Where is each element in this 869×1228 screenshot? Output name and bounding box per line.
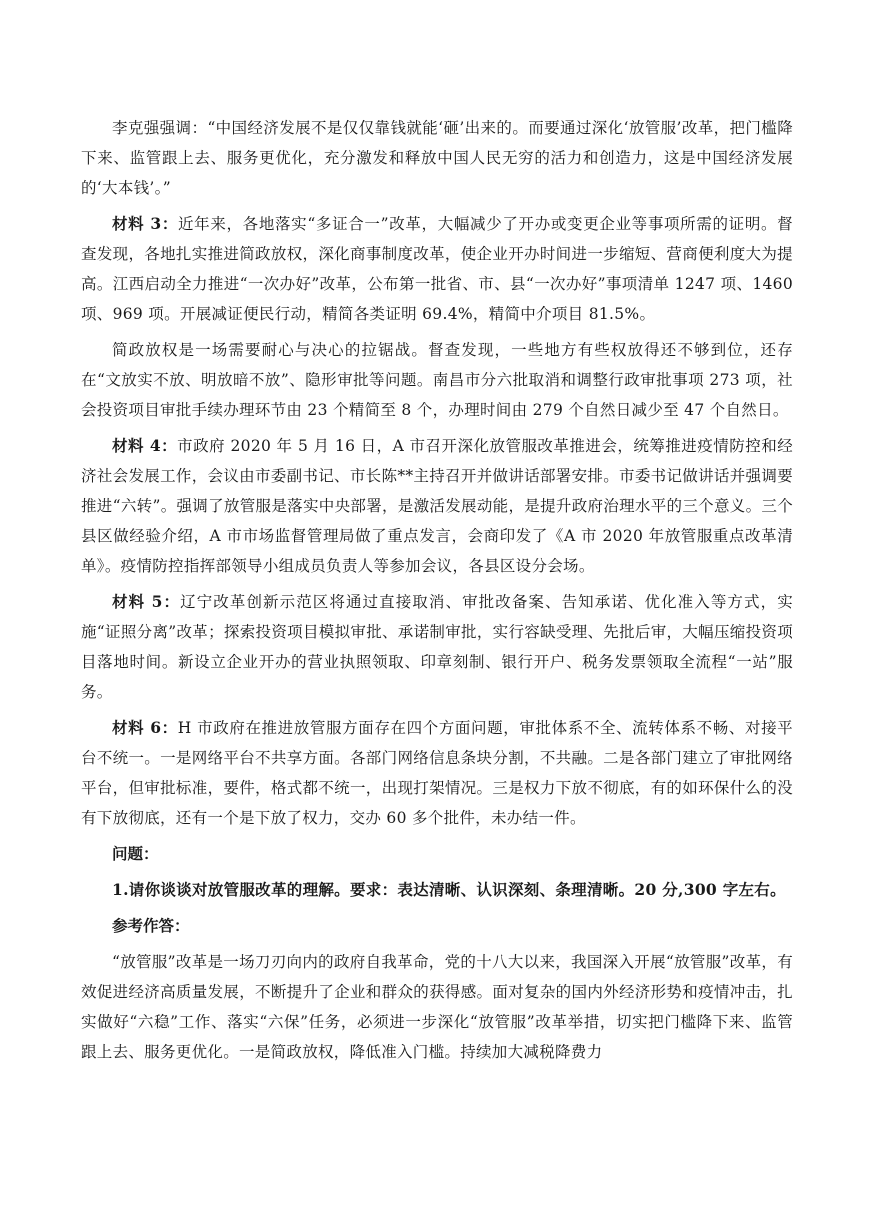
question-heading: 问题： <box>112 844 159 863</box>
material-6-paragraph <box>81 713 793 833</box>
material-4-text: 市政府 2020 年 5 月 16 日，A 市召开深化放管服改革推进会，统筹推进疫情防控和经济社会发展工作，会议由市委副书记、市长陈**主持召开并做讲话部署安排。市委书记做讲话并强调要推进“六转”。强调了放管服是落实中央部署，是激活发展动能，是提升政府治理水平的三个意义。三个县区做经验介绍，A 市市场监督管理局做了重点发言，会商印发了《A 市 2020 年放管服重点改革清单》。疫情防控指挥部领导小组成员负责人等参加会议，各县区设分会场。 <box>81 437 794 575</box>
document-body <box>81 113 793 1067</box>
answer-heading: 参考作答： <box>112 916 190 935</box>
material-3-label: 材料 3： <box>112 214 179 233</box>
material-3-continued-paragraph: 简政放权是一场需要耐心与决心的拉锯战。督查发现，一些地方有些权放得还不够到位，还存在“文放实不放、明放暗不放”、隐形审批等问题。南昌市分六批取消和调整行政审批事项 273 项，社会投资项目审批手续办理环节由 23 个精简至 8 个，办理时间由 279 个自然日减少至 47 个自然日。 <box>81 341 793 419</box>
material-3-text: 近年来，各地落实“多证合一”改革，大幅减少了开办或变更企业等事项所需的证明。督查发现，各地扎实推进简政放权，深化商事制度改革，使企业开办时间进一步缩短、营商便利度大为提高。江西启动全力推进“一次办好”改革，公布第一批省、市、县“一次办好”事项清单 1247 项、1460 项、969 项。开展减证便民行动，精简各类证明 69.4%，精简中介项目 81.5%。 <box>81 215 793 323</box>
question-1: 1.请你谈谈对放管服改革的理解。要求：表达清晰、认识深刻、条理清晰。20 分,300 字左右。 <box>112 880 786 899</box>
material-5-label: 材料 5： <box>112 592 181 611</box>
material-6-text: H 市政府在推进放管服方面存在四个方面问题，审批体系不全、流转体系不畅、对接平台不统一。一是网络平台不共享方面。各部门网络信息条块分割，不共融。二是各部门建立了审批网络平台，但审批标准，要件，格式都不统一，出现打架情况。三是权力下放不彻底，有的如环保什么的没有下放彻底，还有一个是下放了权力，交办 60 多个批件，未办结一件。 <box>81 719 793 827</box>
material-3-paragraph <box>81 209 793 329</box>
quote-paragraph: 李克强强调：“中国经济发展不是仅仅靠钱就能‘砸’出来的。而要通过深化‘放管服’改革，把门槛降下来、监管跟上去、服务更优化，充分激发和释放中国人民无穷的活力和创造力，这是中国经济发展的‘大本钱’。” <box>81 119 793 197</box>
material-5-text: 辽宁改革创新示范区将通过直接取消、审批改备案、告知承诺、优化准入等方式，实施“证照分离”改革；探索投资项目模拟审批、承诺制审批，实行容缺受理、先批后审，大幅压缩投资项目落地时间。新设立企业开办的营业执照领取、印章刻制、银行开户、税务发票领取全流程“一站”服务。 <box>81 593 793 701</box>
material-6-label: 材料 6： <box>112 718 178 737</box>
answer-text: “放管服”改革是一场刀刃向内的政府自我革命，党的十八大以来，我国深入开展“放管服”改革，有效促进经济高质量发展，不断提升了企业和群众的获得感。面对复杂的国内外经济形势和疫情冲击，扎实做好“六稳”工作、落实“六保”任务，必须进一步深化“放管服”改革举措，切实把门槛降下来、监管跟上去、服务更优化。一是简政放权，降低准入门槛。持续加大减税降费力 <box>81 953 793 1061</box>
material-4-label: 材料 4： <box>112 436 178 455</box>
material-5-paragraph <box>81 587 793 707</box>
material-4-paragraph <box>81 431 793 581</box>
